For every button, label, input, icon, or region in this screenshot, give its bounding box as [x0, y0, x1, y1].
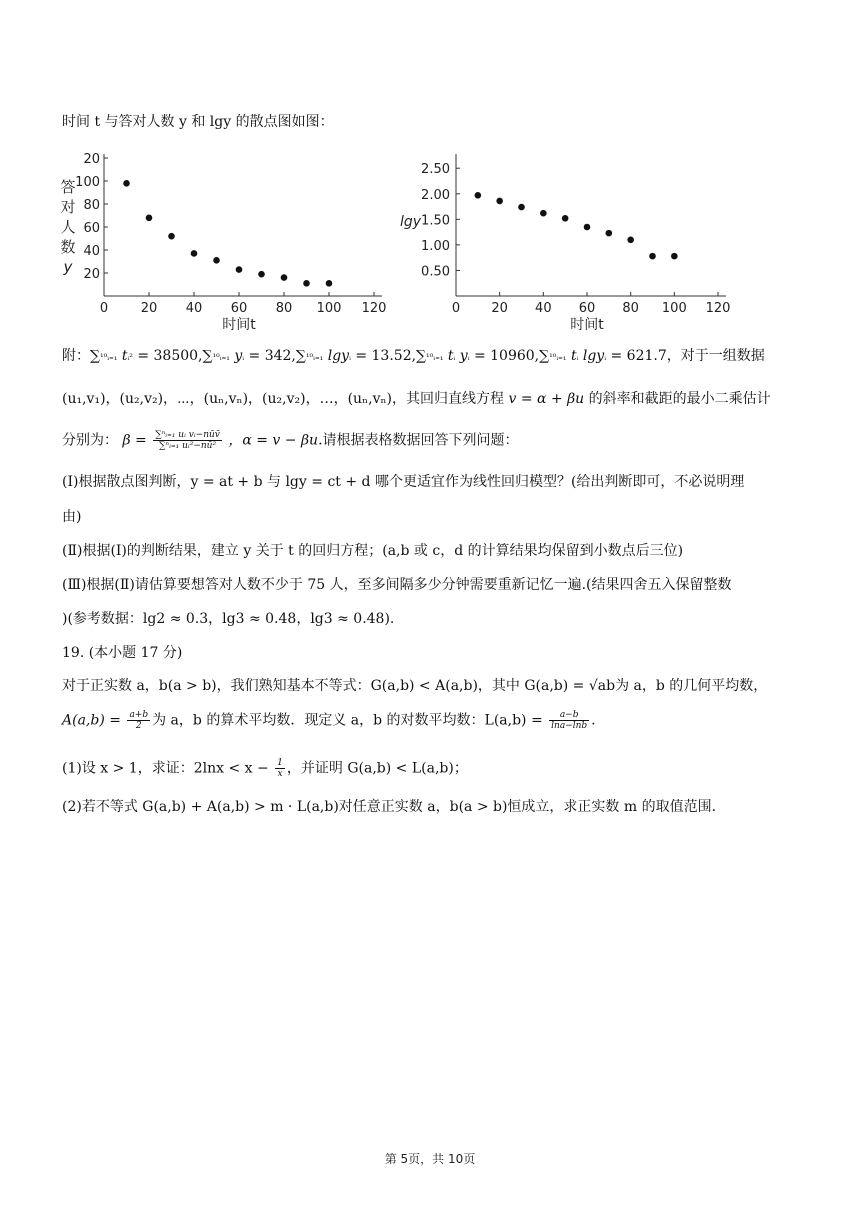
x-tick-label: 20: [491, 301, 508, 316]
y-axis-label-char: y: [63, 258, 73, 276]
question-1b: 由): [62, 509, 82, 525]
data-point: [627, 236, 634, 243]
x-tick-label: 40: [185, 301, 203, 316]
data-point: [496, 198, 503, 205]
data-point: [146, 215, 153, 222]
y-tick-label: 0.50: [421, 264, 450, 280]
data-point: [606, 230, 613, 237]
y-tick-label: 1.00: [421, 238, 450, 254]
data-point: [258, 271, 265, 278]
question-3b: )(参考数据：lg2 ≈ 0.3，lg3 ≈ 0.48，lg3 ≈ 0.48).: [62, 611, 395, 627]
question-3a: (Ⅲ)根据(Ⅱ)请估算要想答对人数不少于 75 人，至多间隔多少分钟需要重新记忆一遍.(结果四舍五入保留整数: [62, 577, 732, 593]
y-tick-label: 40: [83, 244, 100, 259]
x-axis-label: 时间t: [570, 317, 604, 333]
x-tick-label: 0: [99, 301, 109, 316]
y-tick-label: 20: [83, 267, 100, 282]
data-point: [236, 266, 243, 273]
appendix-line: 附：∑¹⁰ᵢ₌₁ tᵢ² = 38500,∑¹⁰ᵢ₌₁ yᵢ = 342,∑¹⁰ᵢ₌₁ lgyᵢ = 13.52,∑¹⁰ᵢ₌₁ tᵢ yᵢ = 10960,∑¹⁰ᵢ₌₁ tᵢ lgyᵢ = 621.7，对于一组数据: [62, 348, 765, 364]
y-axis-label-char: 对: [60, 198, 76, 216]
y-tick-label: 20: [83, 152, 100, 167]
x-tick-label: 80: [622, 301, 639, 316]
question-1a: (Ⅰ)根据散点图判断，y = at + b 与 lgy = ct + d 哪个更适宜作为线性回归模型？(给出判断即可，不必说明理: [62, 474, 745, 490]
scatter-chart-y: [58, 150, 398, 335]
problem-19-definitions: A(a,b) = $\frac{a+b}{2}$ 为 a，b 的算术平均数．现定义 a，b 的对数平均数：L(a,b) = $\frac{a-b}{\ln a-\ln b}$ .: [62, 710, 596, 731]
scatter-chart-lgy: [396, 150, 736, 335]
data-line: (u₁,v₁)，(u₂,v₂)，⋯，(uₙ,vₙ)，(u₂,v₂)，…，(uₙ,vₙ)，其回归直线方程 v = α + βu 的斜率和截距的最小二乘估计: [62, 391, 771, 407]
data-point: [475, 192, 482, 199]
x-tick-label: 100: [316, 301, 342, 316]
ab-over-2-fraction: $\frac{a+b}{2}$: [129, 710, 149, 731]
x-tick-label: 120: [361, 301, 387, 316]
x-tick-label: 120: [705, 301, 731, 316]
data-point: [281, 274, 288, 281]
x-tick-label: 0: [451, 301, 461, 316]
log-mean-fraction: $\frac{a-b}{\ln a-\ln b}$: [551, 710, 588, 731]
y-tick-label: 1.50: [421, 213, 450, 229]
x-tick-label: 60: [230, 301, 248, 316]
x-tick-label: 40: [535, 301, 552, 316]
problem-19-title: 19. (本小题 17 分): [62, 645, 183, 661]
one-over-x-fraction: $\frac{1}{x}$: [277, 758, 283, 779]
data-point: [303, 280, 310, 287]
regression-equation: v = α + βu: [508, 391, 585, 407]
data-point: [191, 250, 198, 257]
x-tick-label: 80: [275, 301, 293, 316]
y-axis-label: lgy: [400, 214, 422, 230]
data-point: [540, 210, 547, 217]
page-footer: 第 5页，共 10页: [384, 1152, 476, 1166]
data-point: [584, 224, 591, 231]
estimate-line: 分别为： β = $\frac{\text{∑ⁿᵢ₌₁ uᵢ vᵢ−nūv̄}}{\text{∑ⁿᵢ₌₁ uᵢ²−nū²}}$ ，α = v − βu.请根据表格数据回答下列问题：: [62, 430, 519, 451]
y-tick-label: 60: [83, 221, 100, 236]
problem-19-intro: 对于正实数 a，b(a > b)，我们熟知基本不等式：G(a,b) < A(a,b)，其中 G(a,b) = √ab为 a，b 的几何平均数，: [62, 678, 768, 694]
data-point: [326, 280, 333, 287]
y-tick-label: 100: [75, 175, 100, 190]
data-point: [649, 253, 656, 260]
data-point: [562, 215, 569, 222]
data-point: [123, 180, 130, 187]
question-2: (Ⅱ)根据(Ⅰ)的判断结果，建立 y 关于 t 的回归方程；(a,b 或 c，d 的计算结果均保留到小数点后三位): [62, 543, 684, 559]
problem-19-part2: (2)若不等式 G(a,b) + A(a,b) > m · L(a,b)对任意正实数 a，b(a > b)恒成立，求正实数 m 的取值范围.: [62, 799, 717, 815]
data-point: [518, 204, 525, 211]
x-tick-label: 100: [661, 301, 687, 316]
data-point: [213, 257, 220, 264]
x-tick-label: 20: [140, 301, 158, 316]
problem-19-part1: (1)设 x > 1，求证：2lnx < x − $\frac{1}{x}$ ，并证明 G(a,b) < L(a,b)；: [62, 758, 468, 779]
data-point: [168, 233, 175, 240]
y-tick-label: 80: [83, 198, 100, 213]
x-axis-label: 时间t: [222, 317, 256, 333]
y-tick-label: 2.50: [421, 162, 450, 178]
x-tick-label: 60: [578, 301, 596, 316]
y-axis-label-char: 人: [60, 218, 76, 236]
y-axis-label-char: 答: [60, 178, 76, 196]
beta-fraction: $\frac{\text{∑ⁿᵢ₌₁ uᵢ vᵢ−nūv̄}}{\text{∑ⁿᵢ₌₁ uᵢ²−nū²}}$: [155, 430, 220, 451]
y-axis-label-char: 数: [60, 238, 76, 256]
data-point: [671, 253, 678, 260]
intro-text: 时间 t 与答对人数 y 和 lgy 的散点图如图：: [62, 114, 334, 130]
y-tick-label: 2.00: [421, 187, 450, 203]
